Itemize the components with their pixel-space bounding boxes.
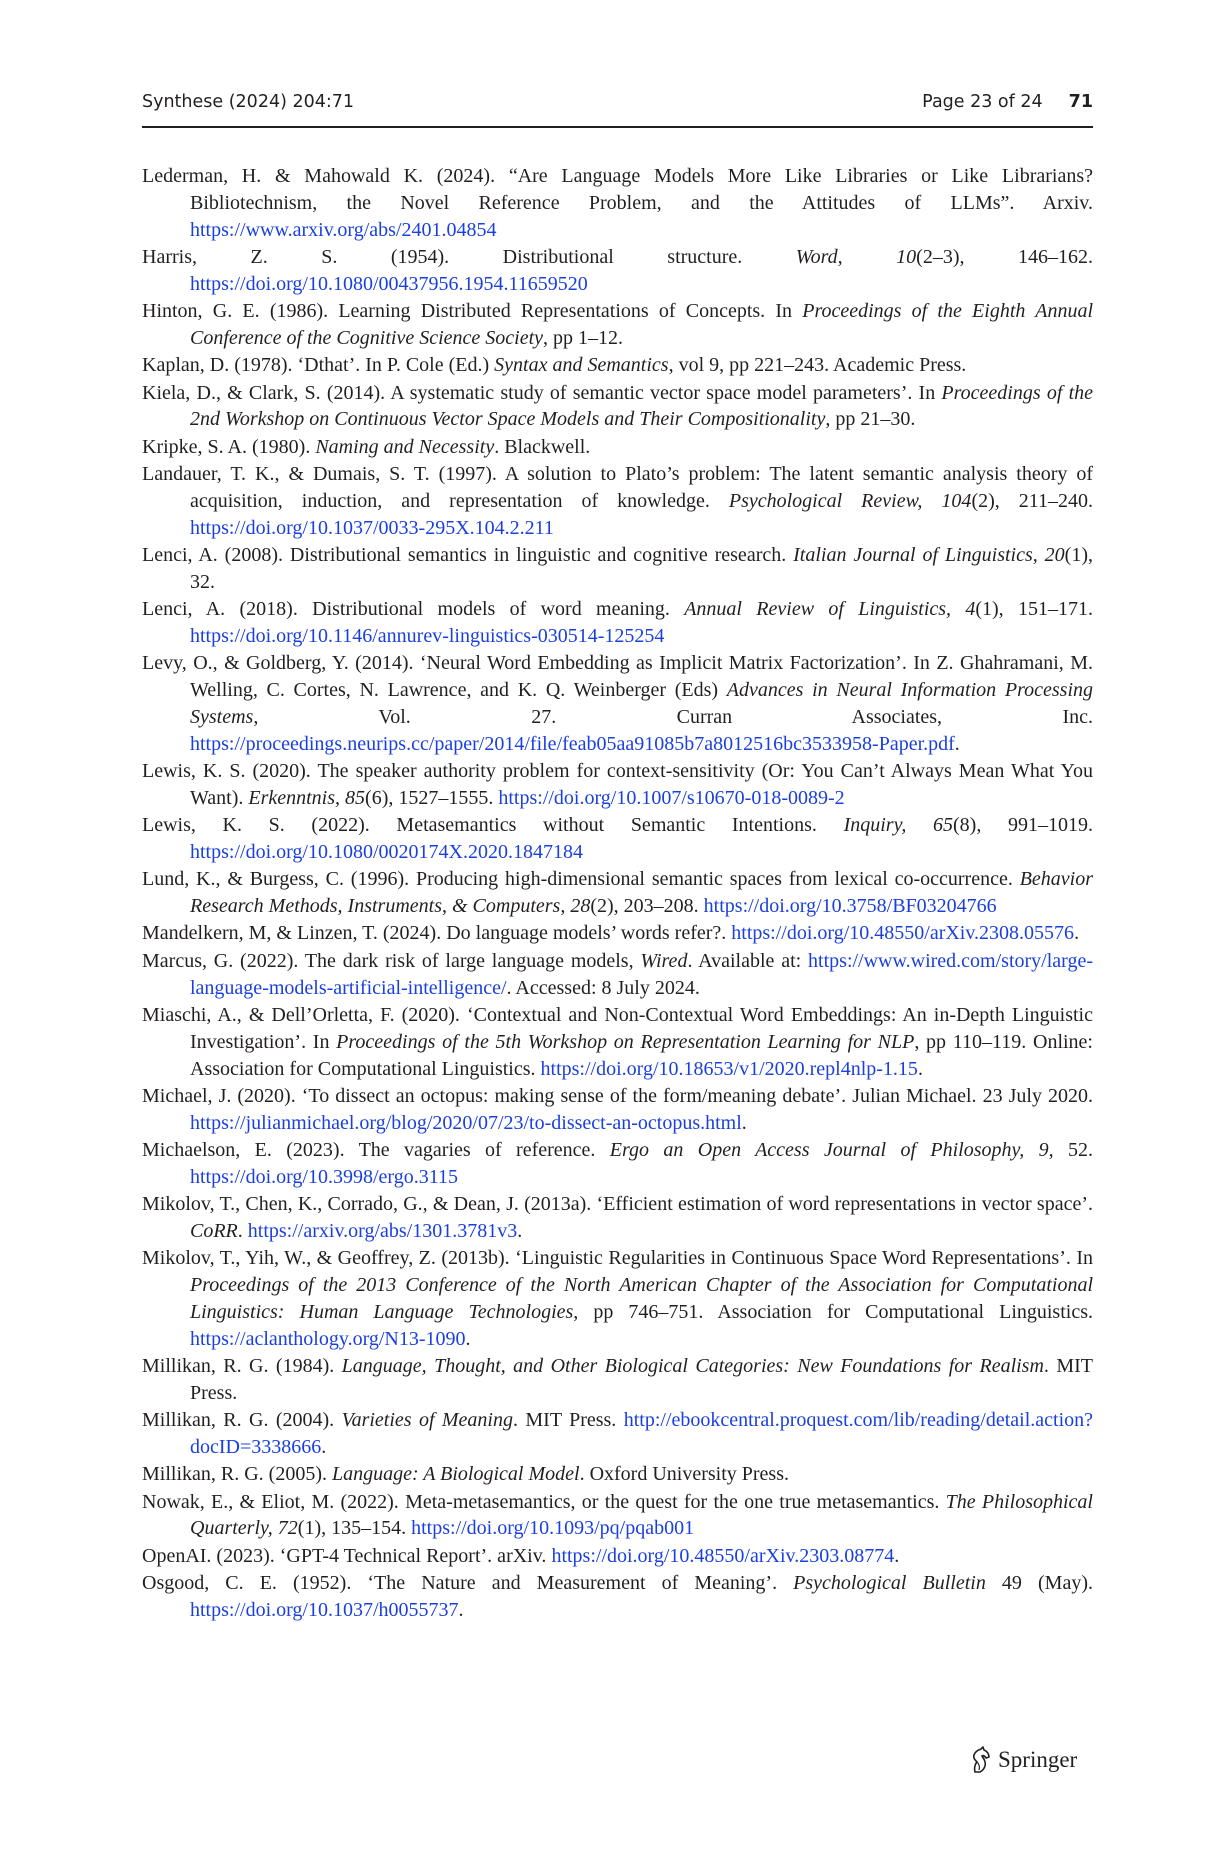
- reference-text: , pp 21–30.: [825, 408, 916, 431]
- reference-entry: [142, 380, 1093, 434]
- reference-text: Millikan, R. G. (2005).: [142, 1463, 332, 1486]
- reference-text: Mandelkern, M, & Linzen, T. (2024). Do language models’ words refer?.: [142, 922, 732, 945]
- reference-title-italic: Inquiry, 65: [843, 814, 953, 837]
- reference-link[interactable]: https://julianmichael.org/blog/2020/07/23/to-dissect-an-octopus.html: [190, 1111, 742, 1134]
- reference-text: (2–3), 146–162.: [916, 245, 1093, 268]
- reference-entry: [142, 1002, 1093, 1082]
- reference-link[interactable]: https://doi.org/10.1007/s10670-018-0089-2: [498, 786, 845, 809]
- reference-text: . MIT Press.: [513, 1409, 624, 1432]
- reference-link[interactable]: https://doi.org/10.3758/BF03204766: [703, 895, 997, 918]
- reference-entry: [142, 1407, 1093, 1461]
- reference-list: [142, 163, 1093, 1624]
- reference-text: Lewis, K. S. (2020). The speaker authority problem for context-sensitivity (Or: You Can’t Always Mean What You Want).: [142, 760, 1093, 809]
- reference-entry: [142, 650, 1093, 757]
- reference-entry: [142, 1461, 1093, 1488]
- reference-entry: [142, 596, 1093, 650]
- reference-link[interactable]: https://doi.org/10.18653/v1/2020.repl4nlp-1.15: [540, 1057, 918, 1080]
- reference-title-italic: Psychological Review, 104: [728, 489, 972, 512]
- reference-text: (1), 151–171.: [975, 598, 1093, 621]
- reference-text: (6), 1527–1555.: [365, 786, 499, 809]
- reference-text: Millikan, R. G. (1984).: [142, 1355, 342, 1377]
- reference-entry: [142, 948, 1093, 1002]
- reference-entry: [142, 1489, 1093, 1543]
- reference-title-italic: Erkenntnis, 85: [248, 786, 366, 809]
- reference-title-italic: Wired: [640, 949, 688, 972]
- reference-text: .: [894, 1544, 900, 1567]
- reference-text: Hinton, G. E. (1986). Learning Distributed Representations of Concepts. In: [142, 300, 803, 323]
- reference-text: .: [237, 1219, 248, 1242]
- reference-link[interactable]: https://doi.org/10.48550/arXiv.2308.05576: [731, 922, 1075, 945]
- reference-text: Lund, K., & Burgess, C. (1996). Producing high-dimensional semantic spaces from lexical co-occurrence.: [142, 868, 1020, 891]
- reference-text: Marcus, G. (2022). The dark risk of large language models,: [142, 949, 641, 972]
- reference-entry: [142, 1191, 1093, 1245]
- reference-text: Lenci, A. (2008). Distributional semantics in linguistic and cognitive research.: [142, 543, 794, 566]
- reference-text: (1), 32.: [190, 543, 1093, 593]
- reference-text: Nowak, E., & Eliot, M. (2022). Meta-metasemantics, or the quest for the one true metasemantics.: [142, 1490, 946, 1513]
- reference-title-italic: Proceedings of the 2013 Conference of the North American Chapter of the Association for Computational Linguistics: Human Language Technologies: [190, 1274, 1093, 1323]
- reference-title-italic: Annual Review of Linguistics, 4: [684, 598, 976, 621]
- reference-link[interactable]: https://doi.org/10.1093/pq/pqab001: [411, 1517, 695, 1540]
- reference-link[interactable]: https://doi.org/10.1080/0020174X.2020.1847184: [190, 840, 583, 863]
- reference-text: .: [465, 1327, 471, 1350]
- springer-horse-icon: [968, 1746, 992, 1774]
- reference-entry: [142, 812, 1093, 866]
- reference-text: , vol 9, pp 221–243. Academic Press.: [668, 354, 967, 377]
- reference-text: Osgood, C. E. (1952). ‘The Nature and Measurement of Meaning’.: [142, 1572, 794, 1595]
- reference-entry: [142, 352, 1093, 379]
- reference-entry: [142, 1353, 1093, 1407]
- reference-text: . Oxford University Press.: [579, 1463, 790, 1486]
- reference-text: .: [1074, 922, 1080, 945]
- reference-text: . MIT Press.: [190, 1355, 1093, 1404]
- reference-link[interactable]: https://doi.org/10.1037/0033-295X.104.2.211: [190, 516, 554, 539]
- reference-text: Miaschi, A., & Dell’Orletta, F. (2020). ‘Contextual and Non-Contextual Word Embeddings: An in-Depth Linguistic Investigation’. In: [142, 1003, 1093, 1053]
- reference-entry: [142, 298, 1093, 352]
- reference-entry: [142, 1543, 1093, 1570]
- reference-link[interactable]: https://aclanthology.org/N13-1090: [190, 1327, 466, 1350]
- reference-title-italic: Syntax and Semantics: [494, 354, 669, 377]
- reference-text: Kripke, S. A. (1980).: [142, 435, 316, 458]
- reference-text: OpenAI. (2023). ‘GPT-4 Technical Report’. arXiv.: [142, 1544, 552, 1567]
- reference-text: Harris, Z. S. (1954). Distributional structure.: [142, 245, 796, 268]
- reference-title-italic: Advances in Neural Information Processing Systems: [190, 679, 1094, 728]
- reference-entry: [142, 1083, 1093, 1137]
- reference-text: .: [741, 1111, 747, 1134]
- reference-text: Kiela, D., & Clark, S. (2014). A systematic study of semantic vector space model parameters’. In: [142, 381, 942, 404]
- reference-title-italic: Psychological Bulletin: [793, 1572, 986, 1595]
- reference-link[interactable]: https://arxiv.org/abs/1301.3781v3: [247, 1219, 518, 1242]
- reference-title-italic: Word, 10: [795, 245, 917, 268]
- reference-entry: [142, 1570, 1093, 1624]
- publisher-name: Springer: [998, 1747, 1078, 1772]
- reference-title-italic: Italian Journal of Linguistics, 20: [793, 543, 1065, 566]
- reference-text: Mikolov, T., Yih, W., & Geoffrey, Z. (2013b). ‘Linguistic Regularities in Continuous Space Word Representations’. In: [142, 1247, 1093, 1270]
- reference-entry: [142, 244, 1093, 298]
- header-rule: [142, 126, 1093, 128]
- reference-text: .: [321, 1435, 327, 1458]
- reference-entry: [142, 758, 1093, 812]
- reference-entry: [142, 461, 1093, 541]
- reference-text: Lewis, K. S. (2022). Metasemantics without Semantic Intentions.: [142, 814, 844, 837]
- reference-title-italic: Proceedings of the 2nd Workshop on Continuous Vector Space Models and Their Compositionality: [190, 381, 1094, 431]
- reference-title-italic: Proceedings of the 5th Workshop on Representation Learning for NLP: [336, 1030, 915, 1053]
- reference-text: (1), 135–154.: [297, 1517, 412, 1540]
- reference-link[interactable]: http://ebookcentral.proquest.com/lib/reading/detail.action?docID=3338666: [190, 1409, 1093, 1458]
- reference-title-italic: CoRR: [190, 1219, 238, 1242]
- reference-title-italic: Ergo an Open Access Journal of Philosophy, 9: [609, 1138, 1049, 1161]
- publisher-logo: [968, 1743, 1077, 1777]
- reference-text: Landauer, T. K., & Dumais, S. T. (1997). A solution to Plato’s problem: The latent semantic analysis theory of acquisition, induction, and representation of knowledge.: [142, 463, 1093, 512]
- reference-text: .: [517, 1219, 523, 1242]
- reference-text: Mikolov, T., Chen, K., Corrado, G., & Dean, J. (2013a). ‘Efficient estimation of word representations in vector space’.: [142, 1193, 1093, 1216]
- reference-text: , pp 1–12.: [543, 326, 624, 349]
- reference-text: (8), 991–1019.: [953, 814, 1093, 837]
- reference-entry: [142, 1137, 1093, 1191]
- reference-link[interactable]: https://doi.org/10.3998/ergo.3115: [190, 1165, 458, 1188]
- reference-text: , pp 110–119. Online: Association for Computational Linguistics.: [190, 1030, 1093, 1080]
- page-label: Page 23 of 24: [922, 92, 1043, 112]
- reference-text: Lenci, A. (2018). Distributional models of word meaning.: [142, 598, 685, 621]
- journal-citation: Synthese (2024) 204:71: [142, 92, 355, 112]
- reference-link[interactable]: https://proceedings.neurips.cc/paper/2014/file/feab05aa91085b7a8012516bc3533958-Paper.pdf: [190, 732, 955, 755]
- reference-entry: [142, 866, 1093, 920]
- reference-link[interactable]: https://doi.org/10.1037/h0055737: [190, 1598, 459, 1621]
- reference-text: .: [917, 1057, 923, 1080]
- reference-entry: [142, 1245, 1093, 1352]
- article-number: 71: [1068, 92, 1093, 112]
- reference-entry: [142, 163, 1093, 243]
- reference-title-italic: Behavior Research Methods, Instruments, & Computers, 28: [190, 868, 1093, 918]
- reference-title-italic: Language, Thought, and Other Biological Categories: New Foundations for Realism: [341, 1355, 1044, 1377]
- reference-text: . Accessed: 8 July 2024.: [506, 976, 700, 999]
- reference-link[interactable]: https://www.wired.com/story/large-language-models-artificial-intelligence/: [190, 949, 1093, 999]
- reference-text: (2), 211–240.: [971, 489, 1094, 512]
- reference-title-italic: Naming and Necessity: [315, 435, 495, 458]
- reference-text: Michael, J. (2020). ‘To dissect an octopus: making sense of the form/meaning debate’. Julian Michael. 23 July 2020.: [142, 1084, 1093, 1107]
- reference-title-italic: Varieties of Meaning: [341, 1409, 513, 1432]
- page-indicator: [922, 92, 1093, 112]
- reference-entry: [142, 542, 1093, 596]
- reference-text: Lederman, H. & Mahowald K. (2024). “Are Language Models More Like Libraries or Like Librarians? Bibliotechnism, the Novel Reference Problem, and the Attitudes of LLMs”. Arxiv.: [142, 165, 1093, 214]
- reference-link[interactable]: https://doi.org/10.1080/00437956.1954.11659520: [190, 272, 588, 295]
- reference-title-italic: Language: A Biological Model: [332, 1463, 580, 1486]
- reference-title-italic: Proceedings of the Eighth Annual Conference of the Cognitive Science Society: [190, 300, 1093, 349]
- reference-entry: [142, 920, 1093, 947]
- reference-link[interactable]: https://doi.org/10.1146/annurev-linguistics-030514-125254: [190, 624, 665, 647]
- reference-text: . Available at:: [687, 949, 809, 972]
- reference-entry: [142, 434, 1093, 461]
- reference-text: Michaelson, E. (2023). The vagaries of reference.: [142, 1138, 610, 1161]
- reference-text: . Blackwell.: [494, 435, 591, 458]
- reference-title-italic: The Philosophical Quarterly, 72: [190, 1490, 1093, 1540]
- reference-text: Millikan, R. G. (2004).: [142, 1409, 342, 1432]
- reference-text: Kaplan, D. (1978). ‘Dthat’. In P. Cole (Ed.): [142, 354, 495, 377]
- reference-text: .: [458, 1598, 464, 1621]
- reference-text: Levy, O., & Goldberg, Y. (2014). ‘Neural Word Embedding as Implicit Matrix Factorization’. In Z. Ghahramani, M. Welling, C. Cortes, N. Lawrence, and K. Q. Weinberger (Eds): [142, 652, 1093, 702]
- reference-text: , pp 746–751. Association for Computational Linguistics.: [573, 1300, 1093, 1323]
- reference-link[interactable]: https://doi.org/10.48550/arXiv.2303.08774: [551, 1544, 895, 1567]
- reference-link[interactable]: https://www.arxiv.org/abs/2401.04854: [190, 218, 497, 241]
- running-header: [142, 92, 1093, 122]
- reference-text: (2), 203–208.: [590, 895, 704, 918]
- reference-text: 49 (May).: [985, 1572, 1093, 1595]
- reference-text: .: [954, 732, 960, 755]
- reference-text: , Vol. 27. Curran Associates, Inc.: [253, 705, 1093, 728]
- reference-text: , 52.: [1048, 1138, 1093, 1161]
